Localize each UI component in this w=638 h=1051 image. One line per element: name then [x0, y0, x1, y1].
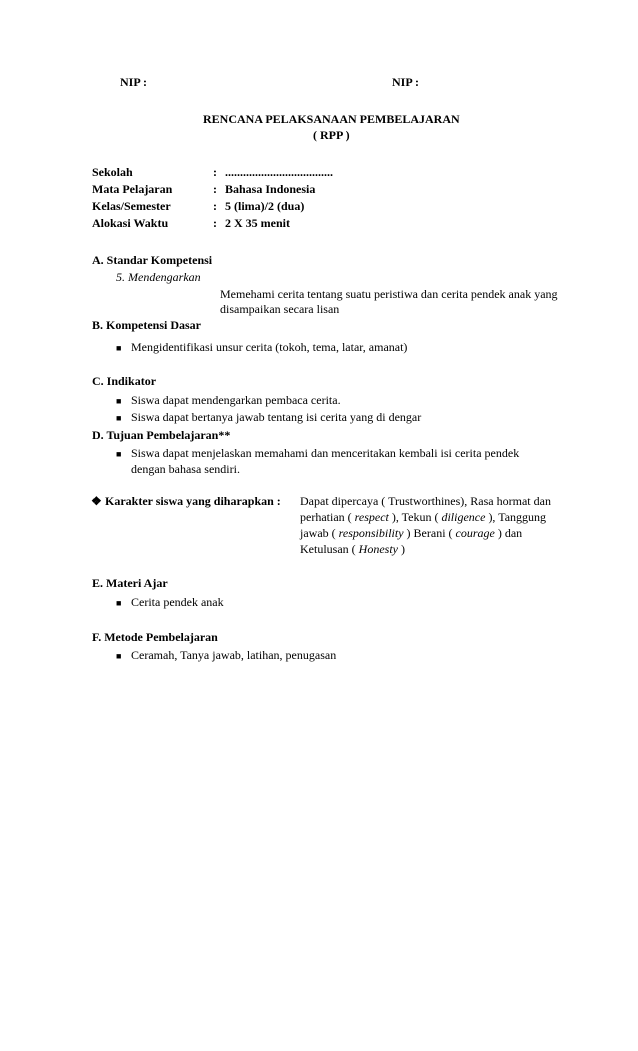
- document-subtitle: ( RPP ): [313, 128, 350, 142]
- section-b-heading: B. Kompetensi Dasar: [92, 318, 201, 332]
- section-f-bullet: Ceramah, Tanya jawab, latihan, penugasan: [131, 648, 337, 662]
- section-a-text-line1: Memehami cerita tentang suatu peristiwa dan cerita pendek anak yang: [220, 287, 558, 301]
- karakter-line3: jawab ( responsibility ) Berani ( courage ) dan: [300, 526, 523, 540]
- bullet-icon: ■: [116, 413, 122, 423]
- section-a-text-line2: disampaikan secara lisan: [220, 302, 340, 316]
- karakter-label: Karakter siswa yang diharapkan :: [105, 494, 281, 508]
- identity-colon: :: [213, 199, 217, 213]
- document-title: RENCANA PELAKSANAAN PEMBELAJARAN: [203, 112, 460, 126]
- karakter-line1: Dapat dipercaya ( Trustworthines), Rasa hormat dan: [300, 494, 551, 508]
- karakter-diamond-icon: ❖: [91, 494, 102, 508]
- nip-left: NIP :: [120, 75, 147, 89]
- identity-colon: :: [213, 182, 217, 196]
- section-a-item: 5. Mendengarkan: [116, 270, 201, 284]
- section-c-heading: C. Indikator: [92, 374, 157, 388]
- identity-value: 5 (lima)/2 (dua): [225, 199, 305, 213]
- section-f-heading: F. Metode Pembelajaran: [92, 630, 218, 644]
- section-c-bullet: Siswa dapat mendengarkan pembaca cerita.: [131, 393, 341, 407]
- identity-value: ....................................: [225, 165, 333, 179]
- bullet-icon: ■: [116, 343, 122, 353]
- identity-label: Kelas/Semester: [92, 199, 171, 213]
- bullet-icon: ■: [116, 598, 122, 608]
- section-e-heading: E. Materi Ajar: [92, 576, 168, 590]
- identity-label: Sekolah: [92, 165, 133, 179]
- identity-colon: :: [213, 165, 217, 179]
- nip-right: NIP :: [392, 75, 419, 89]
- identity-colon: :: [213, 216, 217, 230]
- bullet-icon: ■: [116, 449, 122, 459]
- identity-value: 2 X 35 menit: [225, 216, 290, 230]
- karakter-line4: Ketulusan ( Honesty ): [300, 542, 405, 556]
- bullet-icon: ■: [116, 651, 122, 661]
- bullet-icon: ■: [116, 396, 122, 406]
- identity-label: Alokasi Waktu: [92, 216, 169, 230]
- section-b-bullet: Mengidentifikasi unsur cerita (tokoh, tema, latar, amanat): [131, 340, 408, 354]
- section-a-heading: A. Standar Kompetensi: [92, 253, 213, 267]
- karakter-line2: perhatian ( respect ), Tekun ( diligence ), Tanggung: [300, 510, 547, 524]
- identity-value: Bahasa Indonesia: [225, 182, 316, 196]
- section-d-heading: D. Tujuan Pembelajaran**: [92, 428, 231, 442]
- section-e-bullet: Cerita pendek anak: [131, 595, 224, 609]
- section-d-bullet-line2: dengan bahasa sendiri.: [131, 462, 240, 476]
- identity-label: Mata Pelajaran: [92, 182, 173, 196]
- section-d-bullet-line1: Siswa dapat menjelaskan memahami dan menceritakan kembali isi cerita pendek: [131, 446, 520, 460]
- section-c-bullet: Siswa dapat bertanya jawab tentang isi cerita yang di dengar: [131, 410, 422, 424]
